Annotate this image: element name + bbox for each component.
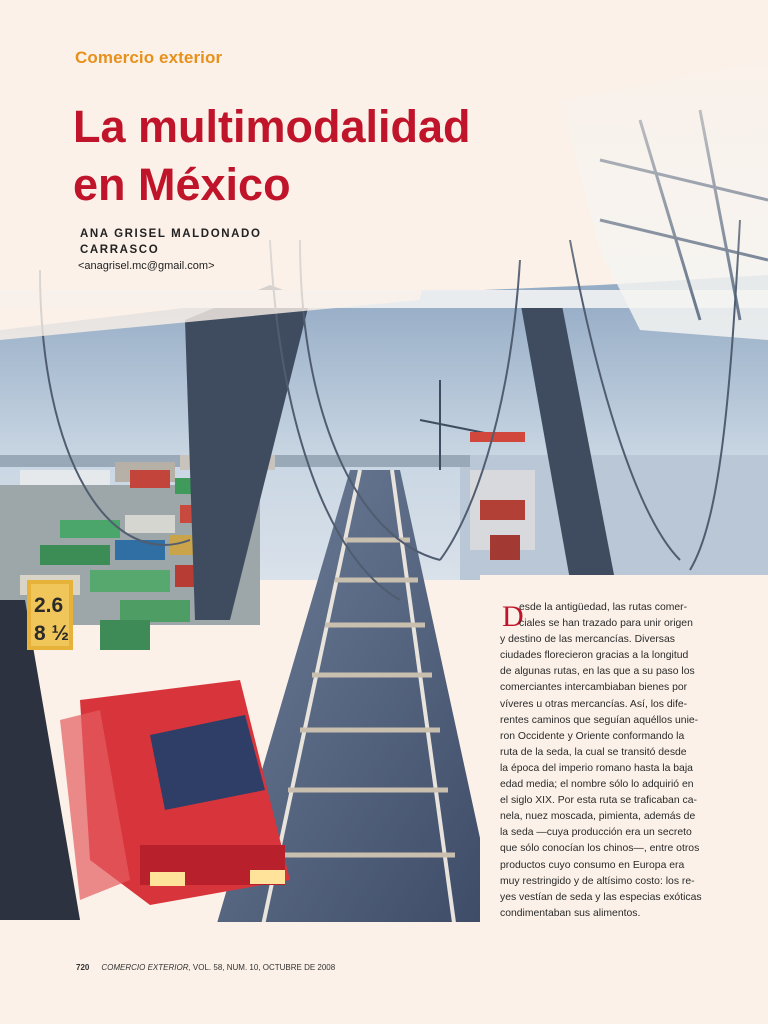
article-line: víveres u otras mercancías. Así, los dife- — [500, 698, 688, 710]
journal-name: COMERCIO EXTERIOR, — [101, 963, 191, 972]
article-line: ruta de la seda, la cual se transitó desde — [500, 746, 687, 758]
title-line-1: La multimodalidad — [73, 101, 471, 152]
article-line: edad media; el nombre sólo lo adquirió en — [500, 779, 694, 791]
article-line: condimentaban sus alimentos. — [500, 907, 641, 919]
article-line: productos cuyo consumo en Europa era — [500, 859, 685, 871]
article-body — [500, 600, 720, 922]
article-line: ron Occidente y Oriente conformando la — [500, 730, 685, 742]
sign-line-2: 8 ½ — [34, 622, 70, 645]
article-line: el siglo XIX. Por esta ruta se traficaban ca- — [500, 795, 697, 807]
page-number: 720 — [76, 963, 90, 972]
article-line: de algunas rutas, en las que a su paso los — [500, 666, 695, 678]
article-line: nela, nuez moscada, pimienta, además de — [500, 811, 696, 823]
author-name — [80, 226, 262, 258]
article-line: que sólo conocían los chinos—, entre otros — [500, 843, 700, 855]
article-line: rentes caminos que seguían aquéllos unie- — [500, 714, 699, 726]
author-email[interactable]: <anagrisel.mc@gmail.com> — [78, 260, 215, 272]
article-line: la época del imperio romano hasta la baja — [500, 762, 693, 774]
page-footer — [76, 963, 335, 972]
article-title — [73, 98, 471, 214]
speed-sign — [27, 580, 73, 650]
drop-cap: D — [502, 600, 524, 633]
article-line: comerciantes intercambiaban bienes por — [500, 682, 688, 694]
sign-line-1: 2.6 — [34, 594, 64, 617]
article-line: y destino de las mercancías. Diversas — [500, 634, 675, 646]
author-line-1: ANA GRISEL MALDONADO — [80, 228, 262, 240]
article-line: muy restringido y de altísimo costo: los re- — [500, 875, 695, 887]
article-line: la seda —cuya producción era un secreto — [500, 827, 692, 839]
article-line: yes vestían de seda y las especias exóticas — [500, 891, 702, 903]
cargo-ship — [470, 470, 535, 560]
issue-info: VOL. 58, NUM. 10, OCTUBRE DE 2008 — [190, 963, 336, 972]
red-truck — [60, 680, 290, 905]
section-label: Comercio exterior — [75, 48, 223, 67]
article-line: ciudades florecieron gracias a la longitud — [500, 650, 689, 662]
article-line: ciales se han trazado para unir origen — [519, 618, 693, 630]
article-line: esde la antigüedad, las rutas comer- — [519, 602, 688, 613]
title-line-2: en México — [73, 159, 291, 210]
author-line-2: CARRASCO — [80, 244, 160, 256]
